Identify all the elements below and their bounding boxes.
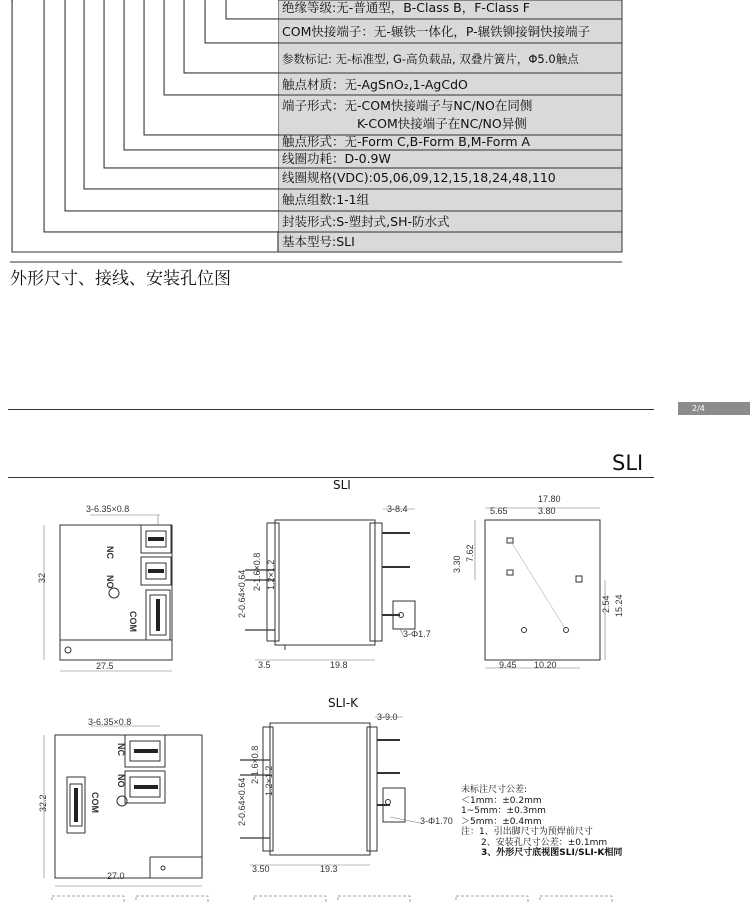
section-title: 外形尺寸、接线、安装孔位图 bbox=[10, 269, 231, 289]
code-row-coil-voltage: 线圈规格(VDC):05,06,09,12,15,18,24,48,110 bbox=[282, 170, 556, 185]
code-row-contact-material: 触点材质：无-AgSnO₂,1-AgCdO bbox=[282, 77, 468, 92]
slik-top-view bbox=[30, 712, 210, 892]
tolerance-notes bbox=[461, 785, 622, 859]
sli-side-d1: 2-1.6×0.8 bbox=[252, 552, 262, 591]
sli-bottom-h2: 7.62 bbox=[465, 544, 475, 562]
slik-label-com: COM bbox=[90, 792, 100, 813]
tolerance-line: 未标注尺寸公差: bbox=[461, 785, 528, 795]
code-row-terminal-type-2: K-COM快接端子在NC/NO异侧 bbox=[357, 116, 527, 131]
code-row-base-model: 基本型号:SLI bbox=[282, 234, 355, 249]
slik-title: SLI-K bbox=[328, 696, 359, 710]
slik-side-dim-top: 3-9.0 bbox=[377, 712, 398, 722]
slik-side-view bbox=[225, 705, 425, 885]
sli-side-d3: 1.2×1.2 bbox=[266, 559, 276, 590]
tolerance-line: 注：1、引出脚尺寸为预焊前尺寸 bbox=[461, 827, 593, 837]
slik-side-d2: 2-0.64×0.64 bbox=[237, 777, 247, 826]
slik-label-no: NO bbox=[116, 774, 126, 788]
code-row-parameter: 参数标记: 无-标准型, G-高负载品, 双叠片簧片，Φ5.0触点 bbox=[282, 52, 579, 66]
sli-bottom-b1: 9.45 bbox=[499, 660, 517, 670]
tolerance-line: ＞5mm：±0.4mm bbox=[461, 816, 542, 827]
sli-top-height: 32 bbox=[37, 572, 47, 583]
page-badge: 2/4 bbox=[678, 402, 750, 415]
sli-side-hole: 3-Φ1.7 bbox=[403, 629, 431, 639]
sli-bottom-h1: 3.30 bbox=[452, 555, 462, 573]
tolerance-line: 3、外形尺寸底视图SLI/SLI-K相同 bbox=[481, 848, 623, 858]
sli-top-view bbox=[30, 495, 210, 675]
sli-label-no: NO bbox=[105, 575, 115, 589]
slik-side-left: 3.50 bbox=[252, 864, 270, 874]
code-row-contact-groups: 触点组数:1-1组 bbox=[282, 192, 370, 207]
tolerance-line: 2、安装孔尺寸公差：±0.1mm bbox=[481, 837, 608, 848]
sli-title: SLI bbox=[333, 478, 351, 492]
divider-line bbox=[8, 409, 654, 410]
sli-bottom-view bbox=[455, 490, 635, 680]
sli-bottom-h3: 2.54 bbox=[601, 595, 611, 613]
code-row-contact-form: 触点形式：无-Form C,B-Form B,M-Form A bbox=[282, 134, 531, 149]
slik-top-dim-pin: 3-6.35×0.8 bbox=[88, 717, 132, 727]
sli-label-com: COM bbox=[128, 611, 138, 632]
sli-bottom-w-a: 5.65 bbox=[490, 506, 508, 516]
slik-top-height: 32.2 bbox=[38, 794, 48, 812]
code-row-com-terminal: COM快接端子：无-辗铁一体化，P-辗铁铆接铜快接端子 bbox=[282, 24, 591, 39]
sli-label-nc: NC bbox=[105, 546, 115, 559]
sli-side-dim-top: 3-8.4 bbox=[387, 504, 408, 514]
sli-top-width: 27.5 bbox=[96, 661, 114, 671]
tolerance-line: 1~5mm：±0.3mm bbox=[461, 806, 546, 816]
slik-label-nc: NC bbox=[116, 743, 126, 756]
slik-side-hole: 3-Φ1.70 bbox=[420, 816, 453, 826]
sli-bottom-b2: 10.20 bbox=[534, 660, 557, 670]
sli-top-dim-pin: 3-6.35×0.8 bbox=[86, 504, 130, 514]
code-row-insulation: 绝缘等级:无-普通型，B-Class B，F-Class F bbox=[282, 0, 530, 15]
slik-top-width: 27.0 bbox=[107, 871, 125, 881]
slik-side-d3: 1.2×1.2 bbox=[264, 765, 274, 796]
sli-bottom-h4: 15.24 bbox=[614, 594, 624, 617]
sli-side-bottom: 19.8 bbox=[330, 660, 348, 670]
code-row-terminal-type: 端子形式：无-COM快接端子与NC/NO在同侧 bbox=[282, 98, 533, 113]
sli-side-d2: 2-0.64×0.64 bbox=[237, 569, 247, 618]
sli-side-left: 3.5 bbox=[258, 660, 271, 670]
model-header-rule bbox=[8, 477, 654, 478]
sli-bottom-w-b: 3.80 bbox=[538, 506, 556, 516]
sli-bottom-w-total: 17.80 bbox=[538, 494, 561, 504]
model-header: SLI bbox=[612, 451, 644, 475]
slik-side-d1: 2-1.6×0.8 bbox=[250, 745, 260, 784]
tolerance-line: ＜1mm：±0.2mm bbox=[461, 795, 542, 806]
slik-side-bottom: 19.3 bbox=[320, 864, 338, 874]
code-row-coil-power: 线圈功耗：D-0.9W bbox=[282, 151, 391, 166]
code-row-package: 封装形式:S-塑封式,SH-防水式 bbox=[282, 214, 450, 229]
